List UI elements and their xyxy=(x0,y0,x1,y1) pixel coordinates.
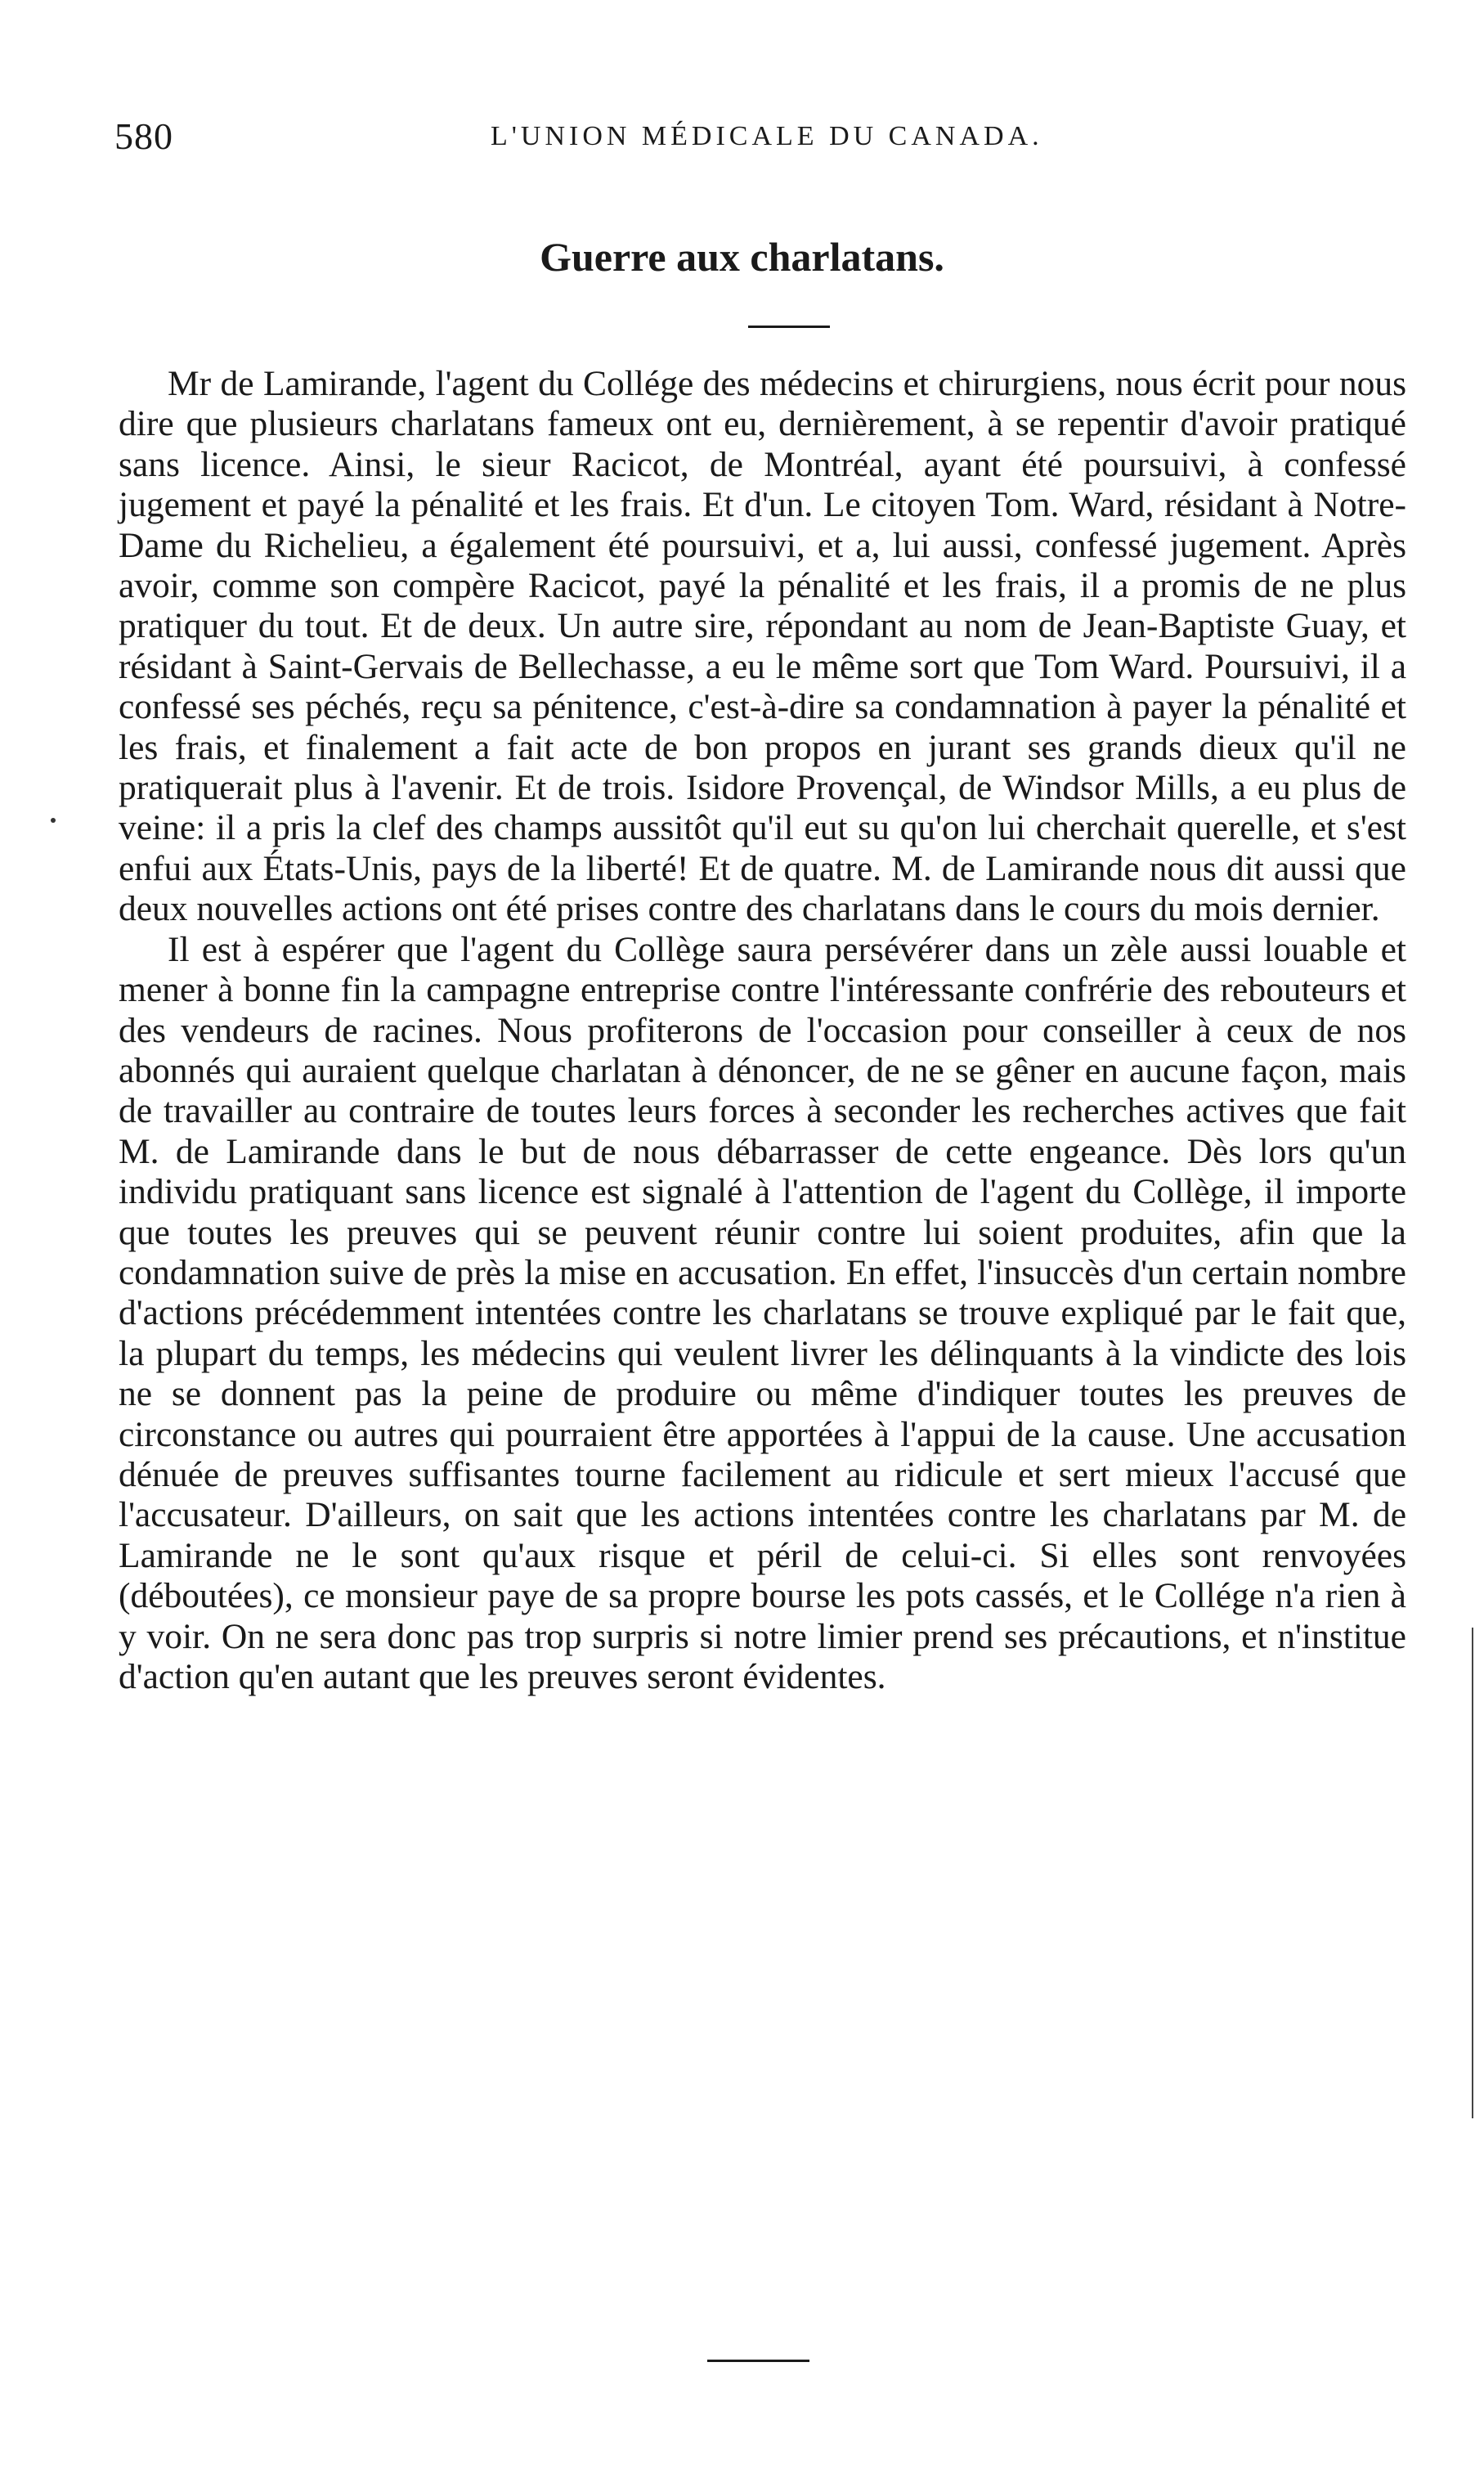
running-head xyxy=(114,115,1341,164)
article-body xyxy=(119,364,1406,1697)
paragraph-2: Il est à espérer que l'agent du Collège saura persévérer dans un zèle aussi louable et mener à bonne fin la campagne entreprise contre l'intéressante confrérie des rebouteurs et des vendeurs de racines. Nous profiterons de l'occasion pour conseiller à ceux de nos abonnés qui auraient quelque charlatan à dénoncer, de ne se gêner en aucune façon, mais de travailler au contraire de toutes leurs forces à seconder les recherches actives que fait M. de Lamirande dans le but de nous débarrasser de cette engeance. Dès lors qu'un individu pratiquant sans licence est signalé à l'attention de l'agent du Collège, il importe que toutes les preuves qui se peuvent réunir contre lui soient produites, afin que la condamnation suive de près la mise en accusation. En effet, l'insuccès d'un certain nombre d'actions précédemment intentées contre les charlatans se trouve expliqué par le fait que, la plupart du temps, les médecins qui veulent livrer les délinquants à la vindicte des lois ne se donnent pas la peine de produire ou même d'indiquer toutes les preuves de circonstance ou autres qui pourraient être apportées à l'appui de la cause. Une accusation dénuée de preuves suffisantes tourne facilement au ridicule et sert mieux l'accusé que l'accusateur. D'ailleurs, on sait que les actions intentées contre les charlatans par M. de Lamirande ne le sont qu'aux risque et péril de celui-ci. Si elles sont renvoyées (déboutées), ce monsieur paye de sa propre bourse les pots cassés, et le Collége n'a rien à y voir. On ne sera donc pas trop surpris si notre limier prend ses précautions, et n'institue d'action qu'en autant que les preuves seront évidentes. xyxy=(119,929,1406,1696)
journal-title: L'UNION MÉDICALE DU CANADA. xyxy=(491,121,1043,151)
end-divider xyxy=(707,2360,809,2362)
margin-dot xyxy=(51,818,56,823)
article-title: Guerre aux charlatans. xyxy=(540,234,944,280)
page-edge-line xyxy=(1472,1628,1473,2118)
paragraph-1: Mr de Lamirande, l'agent du Collége des médecins et chirurgiens, nous écrit pour nous dire que plusieurs charlatans fameux ont eu, dernièrement, à se repentir d'avoir pratiqué sans licence. Ainsi, le sieur Racicot, de Montréal, ayant été poursuivi, à confessé jugement et payé la pénalité et les frais. Et d'un. Le citoyen Tom. Ward, résidant à Notre-Dame du Richelieu, a également été poursuivi, et a, lui aussi, confessé jugement. Après avoir, comme son compère Racicot, payé la pénalité et les frais, il a promis de ne plus pratiquer du tout. Et de deux. Un autre sire, répondant au nom de Jean-Baptiste Guay, et résidant à Saint-Gervais de Bellechasse, a eu le même sort que Tom Ward. Poursuivi, il a confessé ses péchés, reçu sa pénitence, c'est-à-dire sa condamnation à payer la pénalité et les frais, et finalement a fait acte de bon propos en jurant ses grands dieux qu'il ne pratiquerait plus à l'avenir. Et de trois. Isidore Provençal, de Windsor Mills, a eu plus de veine: il a pris la clef des champs aussitôt qu'il eut su qu'on lui cherchait querelle, et s'est enfui aux États-Unis, pays de la liberté! Et de quatre. M. de Lamirande nous dit aussi que deux nouvelles actions ont été prises contre des charlatans dans le cours du mois dernier. xyxy=(119,364,1406,929)
title-divider xyxy=(748,326,830,328)
page-number: 580 xyxy=(114,115,173,157)
